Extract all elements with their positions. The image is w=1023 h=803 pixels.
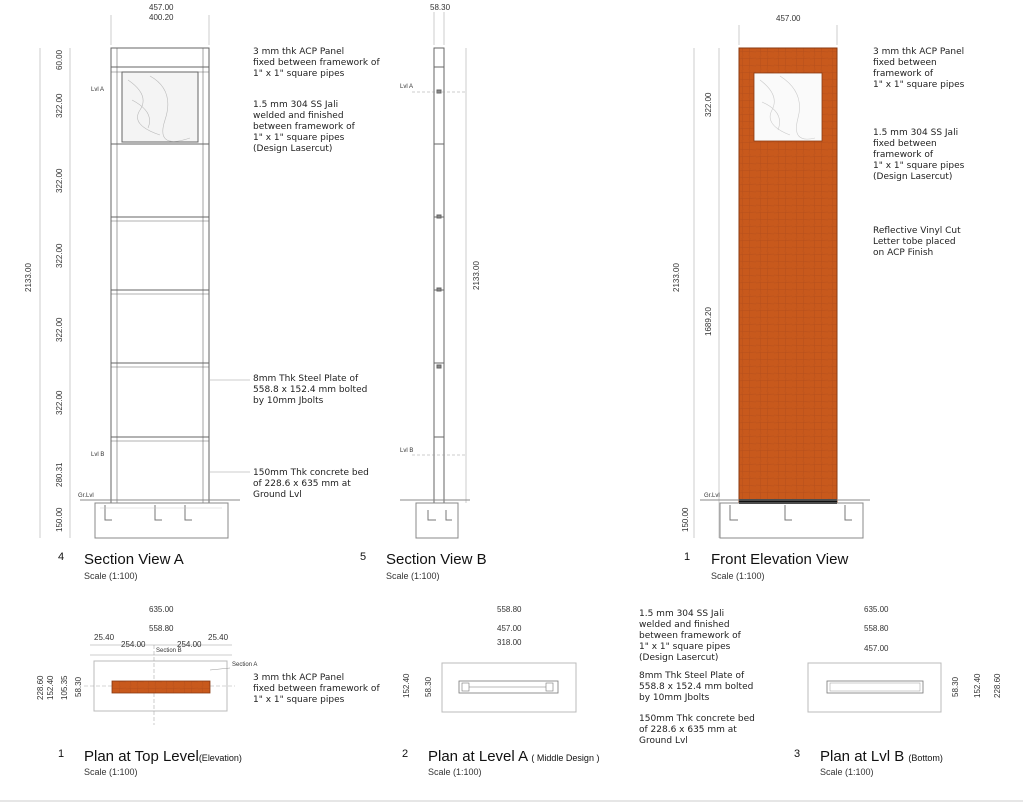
dim-fe-322: 322.00 <box>704 92 713 117</box>
dim-fe-150: 150.00 <box>681 507 690 532</box>
note-acp-panel: 3 mm thk ACP Panel fixed between framework of 1" x 1" square pipes <box>253 47 380 79</box>
dim-pt-635: 635.00 <box>149 605 174 614</box>
dim-pb-58: 58.30 <box>951 676 960 697</box>
plan-a-suffix: ( Middle Design ) <box>531 753 600 763</box>
view-scale-plan-top: Scale (1:100) <box>84 767 138 777</box>
front-elevation-drawing <box>700 48 870 538</box>
note-concrete-bed: 150mm Thk concrete bed of 228.6 x 635 mm at Ground Lvl <box>253 468 369 500</box>
dim-pt-105: 105.35 <box>60 675 69 700</box>
dim-sa-322-4: 322.00 <box>55 317 64 342</box>
plan-top-suffix: (Elevation) <box>198 753 242 763</box>
plan-top-drawing <box>84 645 235 725</box>
view-number-plan-top: 1 <box>58 748 65 760</box>
level-b-label: Lvl B <box>91 452 105 458</box>
dim-pb-635: 635.00 <box>864 605 889 614</box>
dim-pt-254b: 254.00 <box>177 640 202 649</box>
view-number-plan-b: 3 <box>794 748 801 760</box>
view-number-front: 1 <box>684 551 691 563</box>
dim-pt-254a: 254.00 <box>121 640 146 649</box>
dim-sa-total: 2133.00 <box>24 263 33 292</box>
dim-pt-25a: 25.40 <box>94 633 115 642</box>
plan-level-b-drawing <box>808 663 941 712</box>
dim-fe-1689: 1689.20 <box>704 307 713 336</box>
view-title-plan-b <box>820 748 943 765</box>
plan-a-title-text: Plan at Level A <box>428 748 528 765</box>
note-front-acp: 3 mm thk ACP Panel fixed between framework of 1" x 1" square pipes <box>873 47 965 90</box>
section-b-level-a: Lvl A <box>400 84 414 90</box>
view-number-plan-a: 2 <box>402 748 409 760</box>
plan-level-a-drawing <box>442 663 576 712</box>
dim-sb-total: 2133.00 <box>472 261 481 290</box>
dim-sb-width: 58.30 <box>430 3 451 12</box>
dim-pa-558: 558.80 <box>497 605 522 614</box>
front-ground-level: Gr.Lvl <box>704 493 720 499</box>
note-ss-jali: 1.5 mm 304 SS Jali welded and finished between framework of 1" x 1" square pipes (Design Lasercut) <box>253 100 355 154</box>
note-front-vinyl: Reflective Vinyl Cut Letter tobe placed on ACP Finish <box>873 226 961 258</box>
dim-pt-152: 152.40 <box>46 675 55 700</box>
dim-pt-558: 558.80 <box>149 624 174 633</box>
dim-pb-228: 228.60 <box>993 673 1002 698</box>
dim-fe-total: 2133.00 <box>672 263 681 292</box>
note-plan-mid-jali: 1.5 mm 304 SS Jali welded and finished between framework of 1" x 1" square pipes (Design Lasercut) <box>639 609 741 663</box>
dim-pt-228: 228.60 <box>36 675 45 700</box>
dim-sa-150: 150.00 <box>55 507 64 532</box>
dim-sa-322-5: 322.00 <box>55 390 64 415</box>
dim-pb-558: 558.80 <box>864 624 889 633</box>
dim-sa-322-3: 322.00 <box>55 243 64 268</box>
dim-sa-width-inner: 400.20 <box>149 13 174 22</box>
section-view-a-drawing <box>80 48 240 538</box>
view-scale-section-b: Scale (1:100) <box>386 571 440 581</box>
view-scale-plan-a: Scale (1:100) <box>428 767 482 777</box>
dim-pa-152: 152.40 <box>402 673 411 698</box>
dim-sa-322-1: 322.00 <box>55 93 64 118</box>
note-plan-mid-steel: 8mm Thk Steel Plate of 558.8 x 152.4 mm bolted by 10mm Jbolts <box>639 671 754 703</box>
plan-b-suffix: (Bottom) <box>908 753 943 763</box>
dim-pb-457: 457.00 <box>864 644 889 653</box>
plan-b-title-text: Plan at Lvl B <box>820 748 905 765</box>
view-number-section-b: 5 <box>360 551 367 563</box>
dim-pa-318: 318.00 <box>497 638 522 647</box>
view-title-plan-top <box>84 748 242 765</box>
section-view-b-drawing <box>400 48 470 538</box>
note-plan-mid-concrete: 150mm Thk concrete bed of 228.6 x 635 mm at Ground Lvl <box>639 714 755 746</box>
dim-sa-width-outer: 457.00 <box>149 3 174 12</box>
view-title-front: Front Elevation View <box>711 551 849 568</box>
dim-fe-width: 457.00 <box>776 14 801 23</box>
dim-pa-58: 58.30 <box>424 676 433 697</box>
dim-sa-280: 280.31 <box>55 462 64 487</box>
view-number-section-a: 4 <box>58 551 65 563</box>
dim-sa-322-2: 322.00 <box>55 168 64 193</box>
view-title-section-b: Section View B <box>386 551 487 568</box>
section-b-mark: Section B <box>156 648 182 654</box>
dim-pb-152: 152.40 <box>973 673 982 698</box>
note-front-jali: 1.5 mm 304 SS Jali fixed between framework of 1" x 1" square pipes (Design Lasercut) <box>873 128 965 182</box>
view-scale-section-a: Scale (1:100) <box>84 571 138 581</box>
view-scale-front: Scale (1:100) <box>711 571 765 581</box>
dim-sa-60: 60.00 <box>55 49 64 70</box>
view-title-section-a: Section View A <box>84 551 184 568</box>
view-scale-plan-b: Scale (1:100) <box>820 767 874 777</box>
view-title-plan-a <box>428 748 599 765</box>
plan-top-title-text: Plan at Top Level <box>84 748 199 765</box>
dim-pa-457: 457.00 <box>497 624 522 633</box>
note-plan-acp: 3 mm thk ACP Panel fixed between framework of 1" x 1" square pipes <box>253 673 380 705</box>
dim-pt-25b: 25.40 <box>208 633 229 642</box>
note-steel-plate: 8mm Thk Steel Plate of 558.8 x 152.4 mm bolted by 10mm Jbolts <box>253 374 368 406</box>
section-a-mark: Section A <box>232 662 258 668</box>
section-b-level-b: Lvl B <box>400 448 414 454</box>
level-a-label: Lvl A <box>91 87 105 93</box>
ground-level-label: Gr.Lvl <box>78 493 94 499</box>
dim-pt-58: 58.30 <box>74 676 83 697</box>
